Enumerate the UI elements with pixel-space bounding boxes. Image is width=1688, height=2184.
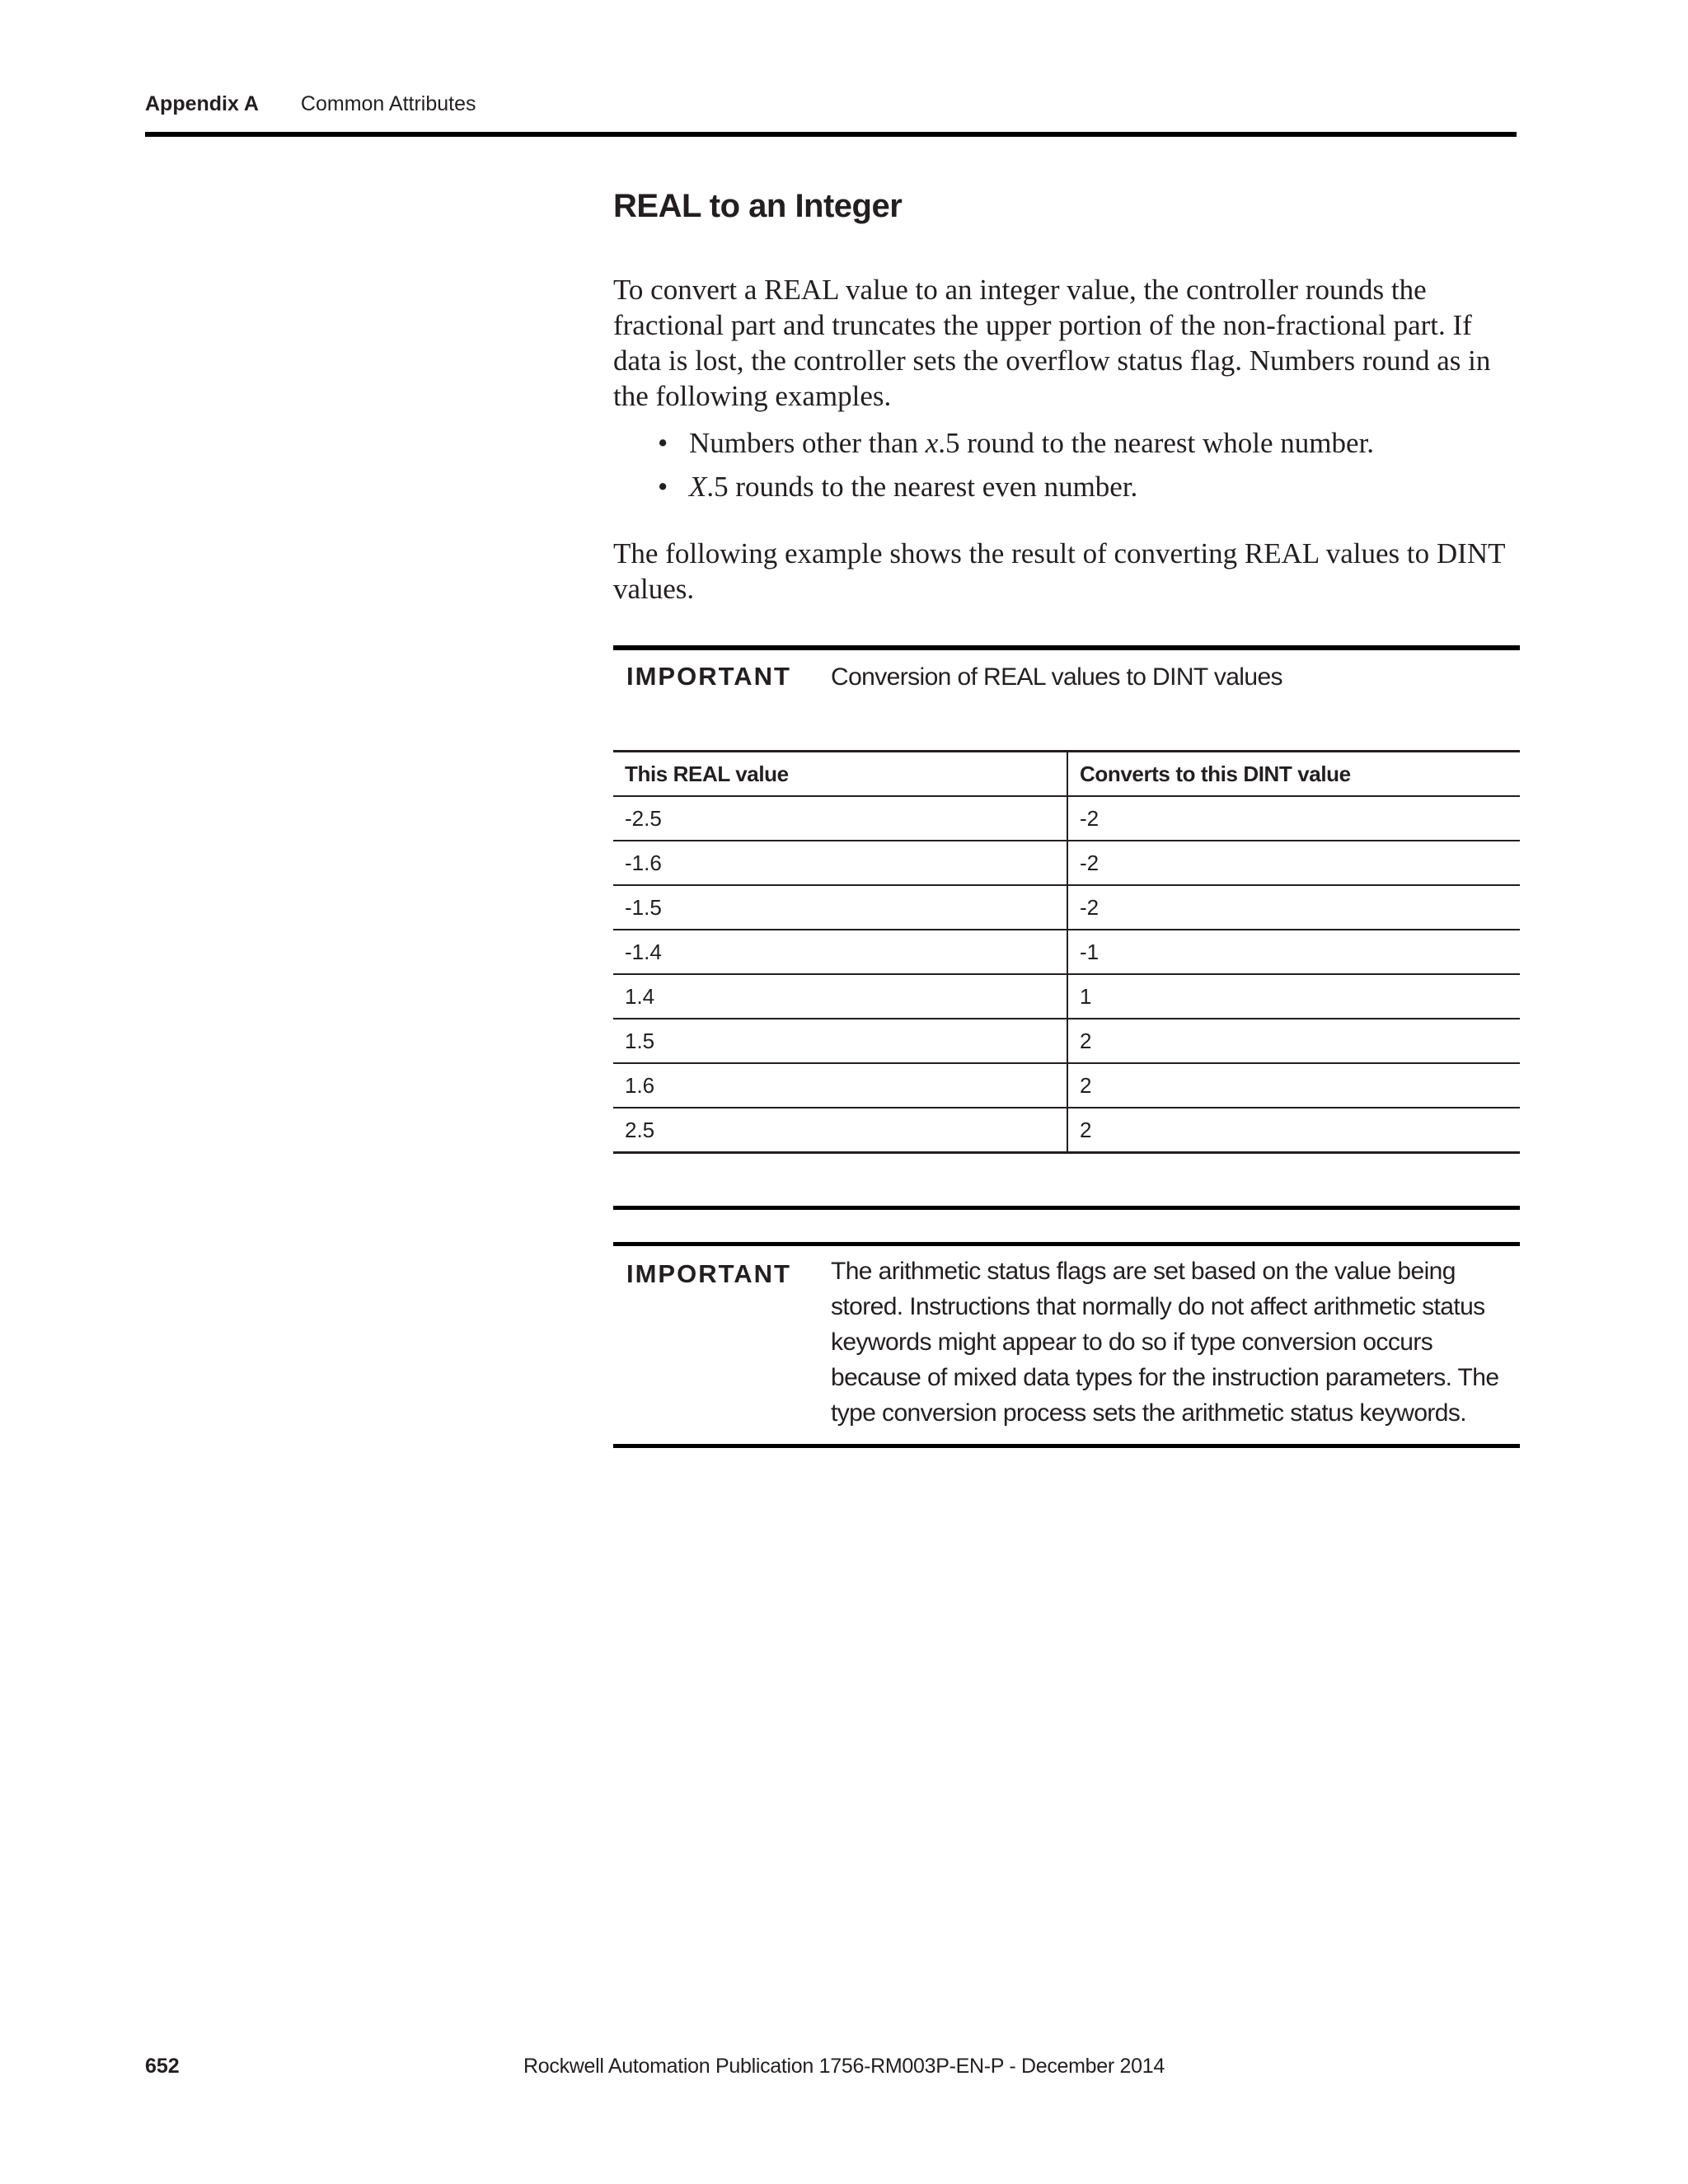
important-top-rule (613, 1242, 1520, 1246)
dint-value-cell: 1 (1067, 974, 1520, 1019)
table-row (613, 841, 1520, 885)
list-item (613, 465, 1520, 509)
table-row (613, 885, 1520, 930)
important-bottom-rule (613, 1444, 1520, 1448)
table-row (613, 796, 1520, 841)
intro-paragraph: To convert a REAL value to an integer value, the controller rounds the fractional part and truncates the upper portion of the non-fractional part. If data is lost, the controller sets the overflow status flag. Numbers round as in the following examples. (613, 274, 1491, 412)
dint-value-cell: 2 (1067, 1108, 1520, 1153)
publication-footer: Rockwell Automation Publication 1756-RM003P-EN-P - December 2014 (523, 2055, 1165, 2078)
important-label: IMPORTANT (626, 1259, 791, 1288)
important-box-bottom-rule (613, 1206, 1520, 1210)
dint-value-cell: -1 (1067, 930, 1520, 974)
table-row (613, 1019, 1520, 1063)
dint-value-cell: -2 (1067, 885, 1520, 930)
table-header-row (613, 752, 1520, 797)
table-row (613, 1063, 1520, 1108)
important-text: The arithmetic status flags are set based on the value being stored. Instructions that normally do not affect arithmetic status keywords might appear to do so if type conversion occurs because of mixed data types for the instruction parameters. The type conversion process sets the arithmetic status keywords. (831, 1258, 1499, 1427)
real-value-cell: -1.5 (613, 885, 1067, 930)
rounding-rules-list (613, 421, 1520, 509)
bullet-variable: X (689, 471, 707, 503)
important-top-rule (613, 645, 1520, 650)
dint-value-cell: -2 (1067, 841, 1520, 885)
bullet-text: .5 round to the nearest whole number. (938, 427, 1375, 459)
header-rule (145, 132, 1517, 137)
bullet-variable: x (925, 427, 939, 459)
running-header (145, 92, 476, 116)
important-label: IMPORTANT (626, 662, 791, 691)
bullet-icon: • (658, 471, 668, 503)
real-value-cell: -2.5 (613, 796, 1067, 841)
bullet-icon: • (658, 427, 668, 459)
table-row (613, 930, 1520, 974)
real-value-cell: -1.6 (613, 841, 1067, 885)
list-item (613, 421, 1520, 465)
bullet-text: Numbers other than (689, 427, 926, 459)
conversion-table (613, 750, 1520, 1154)
dint-value-cell: 2 (1067, 1063, 1520, 1108)
table-row (613, 1108, 1520, 1153)
dint-value-cell: -2 (1067, 796, 1520, 841)
real-value-cell: 1.6 (613, 1063, 1067, 1108)
section-label: Common Attributes (300, 92, 476, 115)
real-value-cell: 1.4 (613, 974, 1067, 1019)
real-value-cell: 2.5 (613, 1108, 1067, 1153)
example-paragraph: The following example shows the result of converting REAL values to DINT values. (613, 537, 1505, 605)
bullet-text: .5 rounds to the nearest even number. (706, 471, 1138, 503)
section-title: REAL to an Integer (613, 188, 903, 224)
dint-value-cell: 2 (1067, 1019, 1520, 1063)
page-number: 652 (145, 2055, 180, 2078)
important-text: Conversion of REAL values to DINT values (831, 663, 1282, 691)
column-header: This REAL value (613, 752, 1067, 797)
appendix-label: Appendix A (145, 92, 259, 115)
table-row (613, 974, 1520, 1019)
real-value-cell: 1.5 (613, 1019, 1067, 1063)
column-header: Converts to this DINT value (1067, 752, 1520, 797)
real-value-cell: -1.4 (613, 930, 1067, 974)
